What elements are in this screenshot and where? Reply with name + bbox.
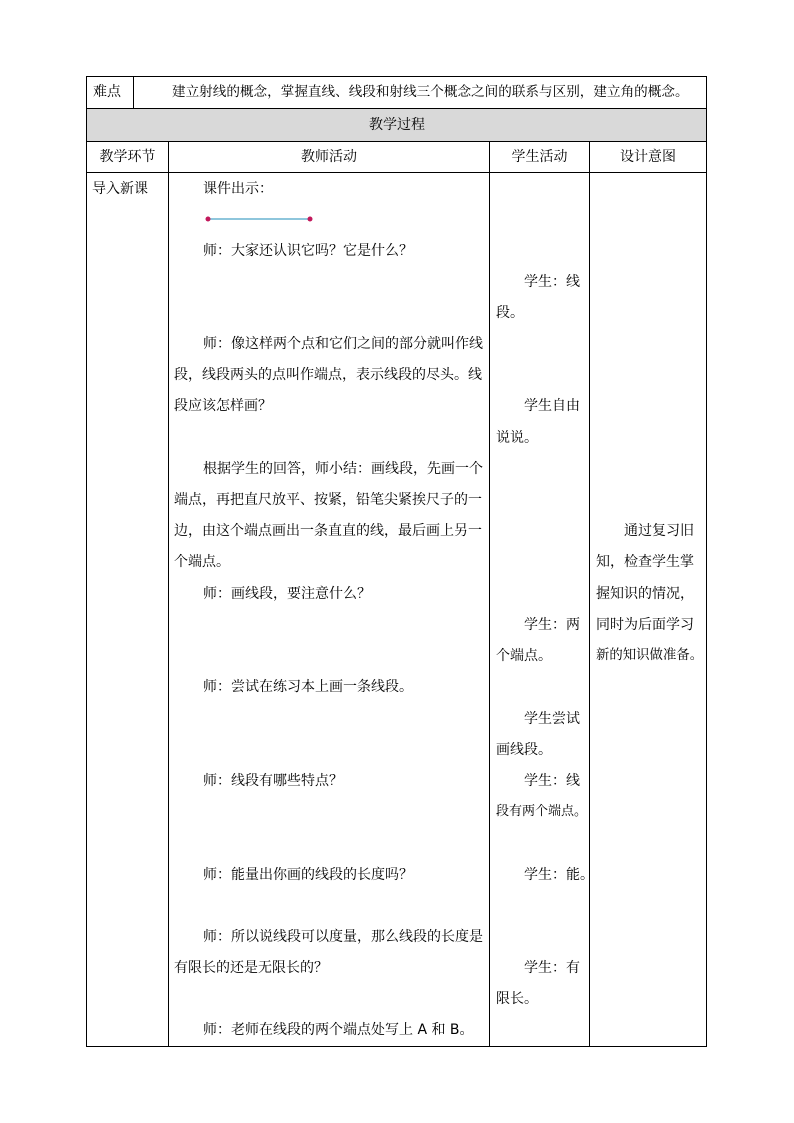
row-divider-difficulty (86, 108, 707, 109)
intent-line: 新的知识做准备。 (596, 648, 704, 663)
teacher-line: 师：像这样两个点和它们之间的部分就叫作线 (203, 336, 483, 352)
row-divider-title (86, 141, 707, 142)
student-line: 学生：能。 (524, 867, 594, 883)
stage-label: 导入新课 (92, 181, 148, 197)
column-header-intent: 设计意图 (620, 149, 676, 165)
student-line: 限长。 (496, 991, 538, 1007)
student-line: 个端点。 (496, 648, 552, 664)
teacher-line: 段应该怎样画？ (174, 398, 272, 414)
table-border-left (86, 76, 87, 1047)
student-line: 学生自由 (524, 398, 580, 414)
teacher-line: 师：尝试在练习本上画一条线段。 (203, 679, 413, 695)
student-line: 画线段。 (496, 742, 552, 758)
table-border-bottom (86, 1046, 707, 1047)
teacher-line: 课件出示： (203, 181, 273, 197)
line-segment-figure (200, 212, 320, 226)
column-divider-2 (489, 141, 490, 1047)
section-title: 教学过程 (369, 117, 425, 133)
teacher-line: 师：能量出你画的线段的长度吗？ (203, 867, 413, 883)
student-line: 学生：有 (524, 960, 580, 976)
teacher-line: 师：老师在线段的两个端点处写上 A 和 B。 (203, 1022, 474, 1038)
table-border-right (706, 76, 707, 1047)
column-header-stage: 教学环节 (99, 149, 156, 165)
table-border-top (86, 76, 707, 77)
teacher-line: 段，线段两头的点叫作端点，表示线段的尽头。线 (174, 367, 482, 383)
teacher-line: 有限长的还是无限长的？ (174, 960, 328, 976)
intent-line: 同时为后面学习 (596, 617, 694, 633)
student-line: 学生：线 (524, 773, 580, 789)
intent-line: 知，检查学生掌 (596, 554, 694, 570)
column-header-student: 学生活动 (511, 149, 568, 165)
teacher-line: 师：大家还认识它吗？它是什么？ (203, 243, 413, 259)
student-line: 学生：线 (524, 274, 580, 290)
teacher-line: 端点，再把直尺放平、按紧，铅笔尖紧挨尺子的一 (174, 492, 482, 508)
teacher-line: 个端点。 (174, 554, 230, 570)
teacher-line: 师：画线段，要注意什么？ (203, 586, 371, 602)
student-line: 学生：两 (524, 617, 580, 633)
student-line: 段有两个端点。 (496, 804, 588, 819)
intent-line: 通过复习旧 (624, 523, 694, 539)
student-line: 说说。 (496, 430, 538, 446)
segment-endpoint-right (308, 217, 313, 222)
student-line: 段。 (496, 305, 524, 321)
student-line: 学生尝试 (524, 711, 580, 727)
teacher-line: 师：所以说线段可以度量，那么线段的长度是 (203, 929, 483, 945)
teacher-line: 师：线段有哪些特点？ (203, 773, 343, 789)
column-header-teacher: 教师活动 (301, 149, 357, 165)
segment-endpoint-left (206, 217, 211, 222)
difficulty-label: 难点 (93, 84, 121, 100)
difficulty-divider (133, 76, 134, 109)
column-divider-1 (168, 141, 169, 1047)
difficulty-text: 建立射线的概念，掌握直线、线段和射线三个概念之间的联系与区别，建立角的概念。 (172, 84, 689, 100)
intent-line: 握知识的情况， (596, 586, 694, 602)
teacher-line: 根据学生的回答，师小结：画线段，先画一个 (203, 461, 483, 477)
column-divider-3 (589, 141, 590, 1047)
teacher-line: 边，由这个端点画出一条直直的线，最后画上另一 (174, 523, 482, 539)
row-divider-header (86, 172, 707, 173)
